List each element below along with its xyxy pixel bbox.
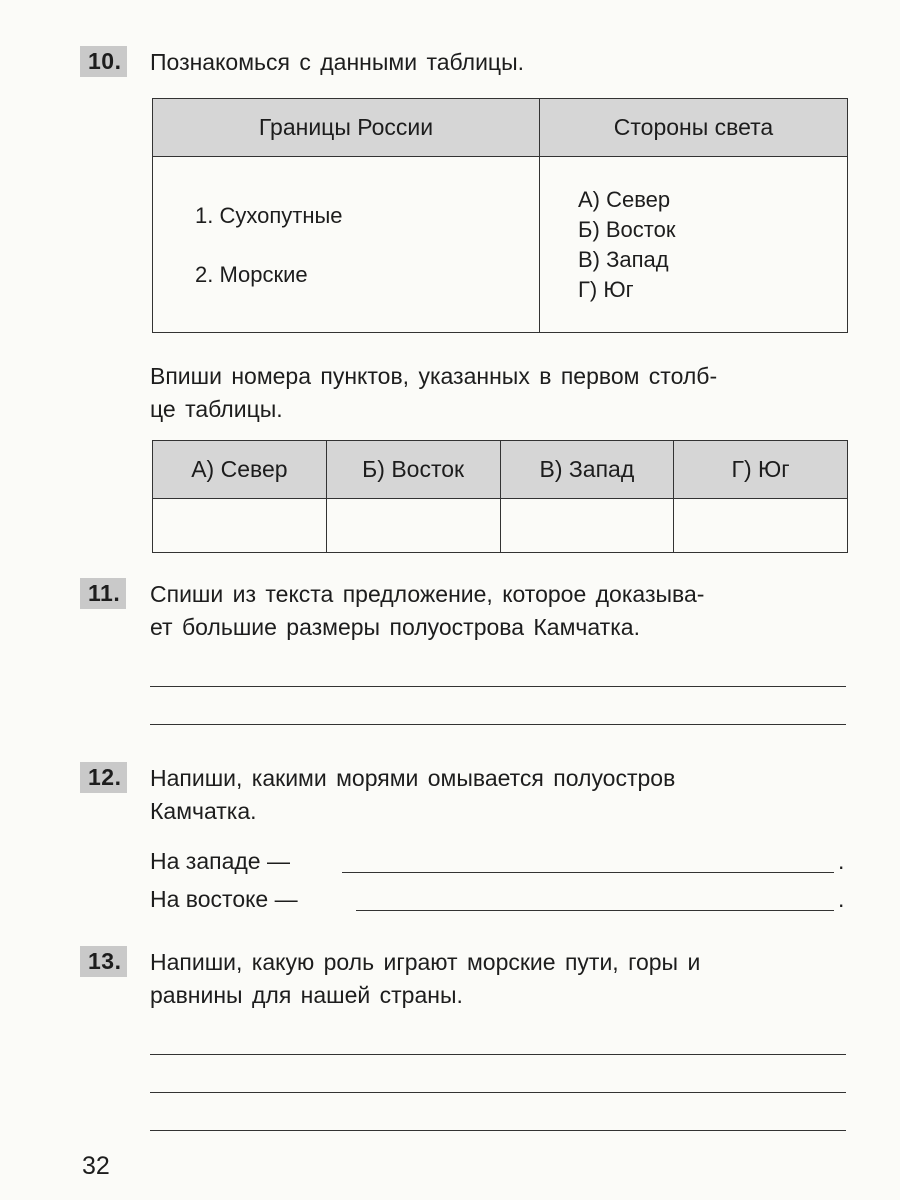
list-item: В) Запад — [578, 246, 669, 272]
borders-cell — [153, 157, 540, 333]
table-header: Границы России — [153, 99, 540, 157]
list-item: Г) Юг — [578, 276, 634, 302]
list-item: Б) Восток — [578, 216, 676, 242]
west-answer-line[interactable] — [342, 872, 834, 873]
page-number: 32 — [82, 1152, 110, 1180]
task-text: Познакомься с данными таблицы. — [150, 49, 525, 75]
table-header: Стороны света — [540, 99, 848, 157]
instruction-line: це таблицы. — [150, 396, 283, 422]
answer-table — [152, 440, 848, 553]
task-text: равнины для нашей страны. — [150, 982, 463, 1008]
answer-cell[interactable] — [326, 499, 500, 553]
task-text: Спиши из текста предложение, которое доказыва- — [150, 581, 705, 607]
task-number: 13. — [80, 946, 127, 977]
east-label: На востоке — — [150, 886, 298, 912]
task-text: ет большие размеры полуострова Камчатка. — [150, 614, 640, 640]
period: . — [838, 886, 845, 912]
table-header: В) Запад — [500, 441, 674, 499]
task-number: 10. — [80, 46, 127, 77]
answer-line[interactable] — [150, 1054, 846, 1055]
table-header: Г) Юг — [674, 441, 848, 499]
borders-table — [152, 98, 848, 333]
task-number: 11. — [80, 578, 126, 609]
table-header: Б) Восток — [326, 441, 500, 499]
east-answer-line[interactable] — [356, 910, 834, 911]
west-label: На западе — — [150, 848, 290, 874]
task-text: Камчатка. — [150, 798, 257, 824]
directions-cell — [540, 157, 848, 333]
period: . — [838, 848, 845, 874]
list-item: 2. Морские — [195, 261, 308, 287]
answer-line[interactable] — [150, 724, 846, 725]
answer-cell[interactable] — [674, 499, 848, 553]
task-text: Напиши, какую роль играют морские пути, горы и — [150, 949, 701, 975]
instruction-line: Впиши номера пунктов, указанных в первом столб- — [150, 363, 718, 389]
task-text: Напиши, какими морями омывается полуостров — [150, 765, 676, 791]
answer-cell[interactable] — [153, 499, 327, 553]
task-number: 12. — [80, 762, 127, 793]
answer-line[interactable] — [150, 1092, 846, 1093]
answer-line[interactable] — [150, 686, 846, 687]
answer-cell[interactable] — [500, 499, 674, 553]
list-item: А) Север — [578, 186, 671, 212]
answer-line[interactable] — [150, 1130, 846, 1131]
list-item: 1. Сухопутные — [195, 202, 343, 228]
table-header: А) Север — [153, 441, 327, 499]
